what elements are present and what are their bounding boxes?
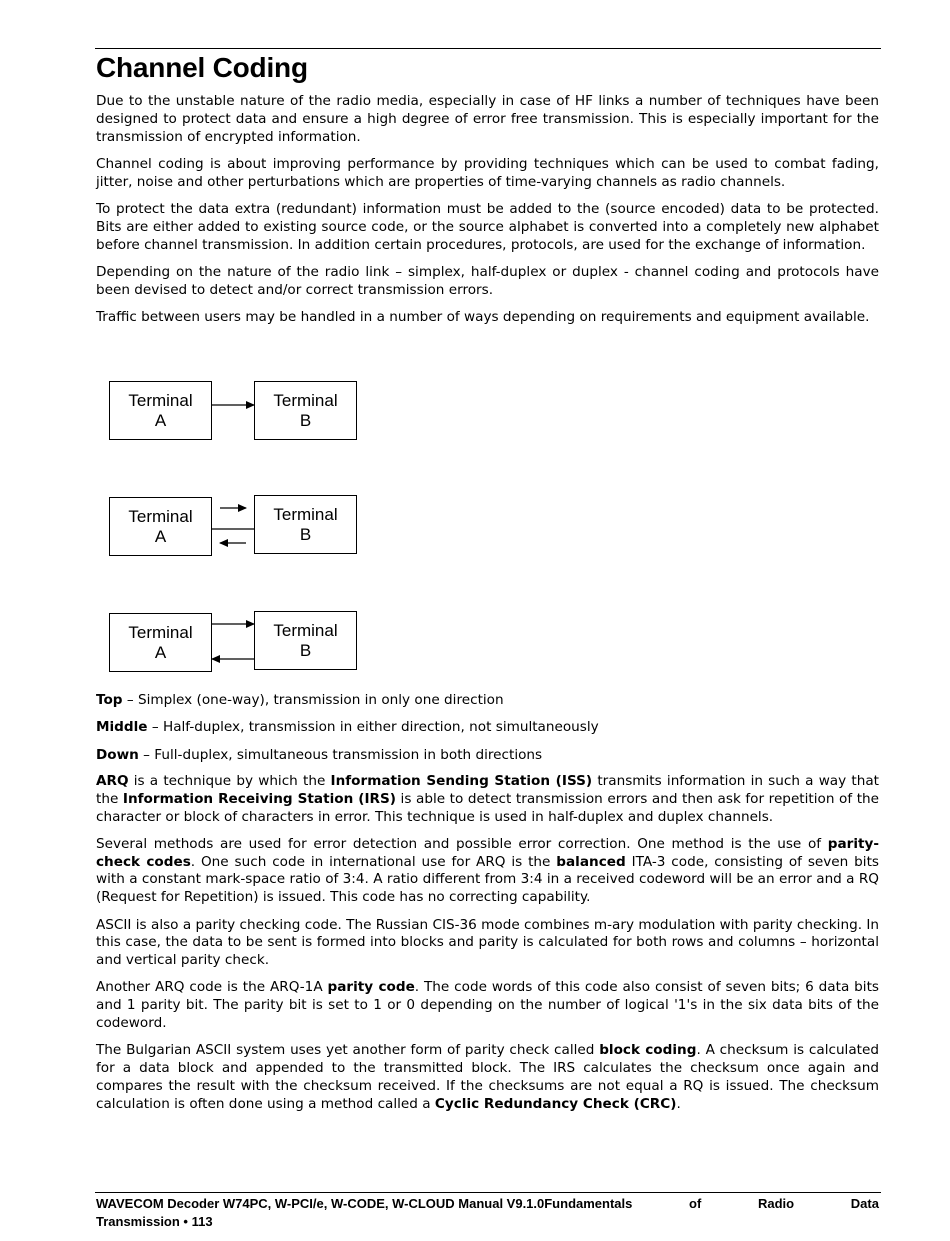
text-span: is able to detect transmission errors and then ask for repetition of the character or block of characters in error. This technique is used in half-duplex and duplex channels. <box>96 790 879 825</box>
paragraph: Channel coding is about improving performance by providing techniques which can be used to combat fading, jitter, noise and other perturbations which are properties of time-varying channels as radio channels. <box>96 155 879 190</box>
terminal-letter: B <box>299 524 312 544</box>
legend-term: Top <box>96 692 123 708</box>
paragraph-arq1a <box>96 979 879 1032</box>
terminal-label: Terminal <box>273 504 338 524</box>
terminal-label: Terminal <box>128 390 193 410</box>
legend-text: – Half-duplex, transmission in either direction, not simultaneously <box>147 719 599 736</box>
simplex-terminal-b <box>254 381 357 440</box>
text-span: . The code words of this code also consist of seven bits; 6 data bits and 1 parity bit. The parity bit is set to 1 or 0 depending on the number of logical '1's in the six data bits of the codeword. <box>96 979 879 1032</box>
paragraph: Due to the unstable nature of the radio media, especially in case of HF links a number of techniques have been designed to protect data and ensure a high degree of error free transmission. This is especially important for the transmission of encrypted information. <box>96 93 879 145</box>
error-coding-text <box>96 773 879 1123</box>
terminal-letter: B <box>299 410 312 430</box>
terminal-letter: B <box>299 640 312 660</box>
text-span: . One such code in international use for ARQ is the <box>190 853 557 870</box>
footer-line-1 <box>96 1195 879 1213</box>
header-rule <box>95 48 881 49</box>
legend-item <box>96 747 879 765</box>
text-span: is a technique by which the <box>128 773 331 789</box>
footer-rule <box>95 1192 881 1193</box>
paragraph-ascii: ASCII is also a parity checking code. The Russian CIS-36 mode combines m-ary modulation with parity checking. In this case, the data to be sent is formed into blocks and parity is calculated for both rows and columns – horizontal and vertical parity check. <box>96 916 879 969</box>
text-span: . A checksum is calculated for a data block and appended to the transmitted block. The IRS calculates the checksum once again and compares the result with the checksum received. If the checksums are not equal a RQ is issued. The checksum calculation is often done using a method called a <box>96 1042 879 1112</box>
paragraph-bulgarian <box>96 1042 879 1113</box>
text-span: Another ARQ code is the ARQ-1A <box>96 979 328 996</box>
term-parity-code: parity code <box>327 979 415 996</box>
paragraph-methods <box>96 836 879 907</box>
legend-text: – Simplex (one-way), transmission in only one direction <box>122 692 504 708</box>
term-iss: Information Sending Station (ISS) <box>330 773 593 789</box>
legend-item <box>96 692 879 710</box>
footer-word: Data <box>850 1196 879 1211</box>
terminal-label: Terminal <box>273 390 338 410</box>
text-span: ITA-3 code, consisting of seven bits with a constant mark-space ratio of 3:4. A ratio different from 3:4 in a received codeword will be an error and a RQ (Request for Repetition) is issued. This code has no correcting capability. <box>96 853 879 906</box>
half-duplex-terminal-a <box>109 497 212 556</box>
transmission-diagrams <box>96 375 396 685</box>
text-span: transmits information in such a way that the <box>96 773 879 807</box>
paragraph: Depending on the nature of the radio link – simplex, half-duplex or duplex - channel coding and protocols have been devised to detect and/or correct transmission errors. <box>96 263 879 298</box>
half-duplex-terminal-b <box>254 495 357 554</box>
text-span: The Bulgarian ASCII system uses yet another form of parity check called <box>96 1042 600 1059</box>
term-block-coding: block coding <box>599 1042 697 1059</box>
legend-term: Middle <box>96 719 148 736</box>
section-heading: Channel Coding <box>96 52 308 83</box>
text-span: . <box>676 1095 681 1112</box>
footer-word: of <box>689 1196 702 1211</box>
term-irs: Information Receiving Station (IRS) <box>122 790 396 807</box>
terminal-label: Terminal <box>128 506 193 526</box>
simplex-terminal-a <box>109 381 212 440</box>
footer-word: Radio <box>758 1196 795 1211</box>
term-parity-check-codes: parity-check codes <box>96 835 879 870</box>
paragraph-arq <box>96 773 879 826</box>
term-balanced: balanced <box>556 853 626 870</box>
terminal-label: Terminal <box>128 622 193 642</box>
full-duplex-terminal-b <box>254 611 357 670</box>
intro-text <box>96 93 879 336</box>
terminal-letter: A <box>154 526 167 546</box>
legend-term: Down <box>96 746 139 763</box>
legend-item <box>96 719 879 737</box>
legend-text: – Full-duplex, simultaneous transmission in both directions <box>138 746 543 763</box>
paragraph: Traffic between users may be handled in a number of ways depending on requirements and equipment available. <box>96 308 870 325</box>
paragraph: To protect the data extra (redundant) information must be added to the (source encoded) data to be protected. Bits are either added to existing source code, or the source alphabet is converted into a completely new alphabet before channel transmission. In addition certain procedures, protocols, are used for the exchange of information. <box>96 200 879 253</box>
diagram-legend <box>96 692 879 774</box>
footer-manual-title: WAVECOM Decoder W74PC, W-PCI/e, W-CODE, W-CLOUD Manual V9.1.0Fundamentals <box>96 1196 633 1211</box>
terminal-letter: A <box>154 642 167 662</box>
text-span: Several methods are used for error detection and possible error correction. One method is the use of <box>96 835 828 852</box>
terminal-label: Terminal <box>273 620 338 640</box>
footer-page-number: Transmission • 113 <box>96 1214 213 1229</box>
term-crc: Cyclic Redundancy Check (CRC) <box>434 1095 677 1112</box>
term-arq: ARQ <box>96 773 129 789</box>
full-duplex-terminal-a <box>109 613 212 672</box>
page-footer <box>96 1195 879 1231</box>
terminal-letter: A <box>154 410 167 430</box>
